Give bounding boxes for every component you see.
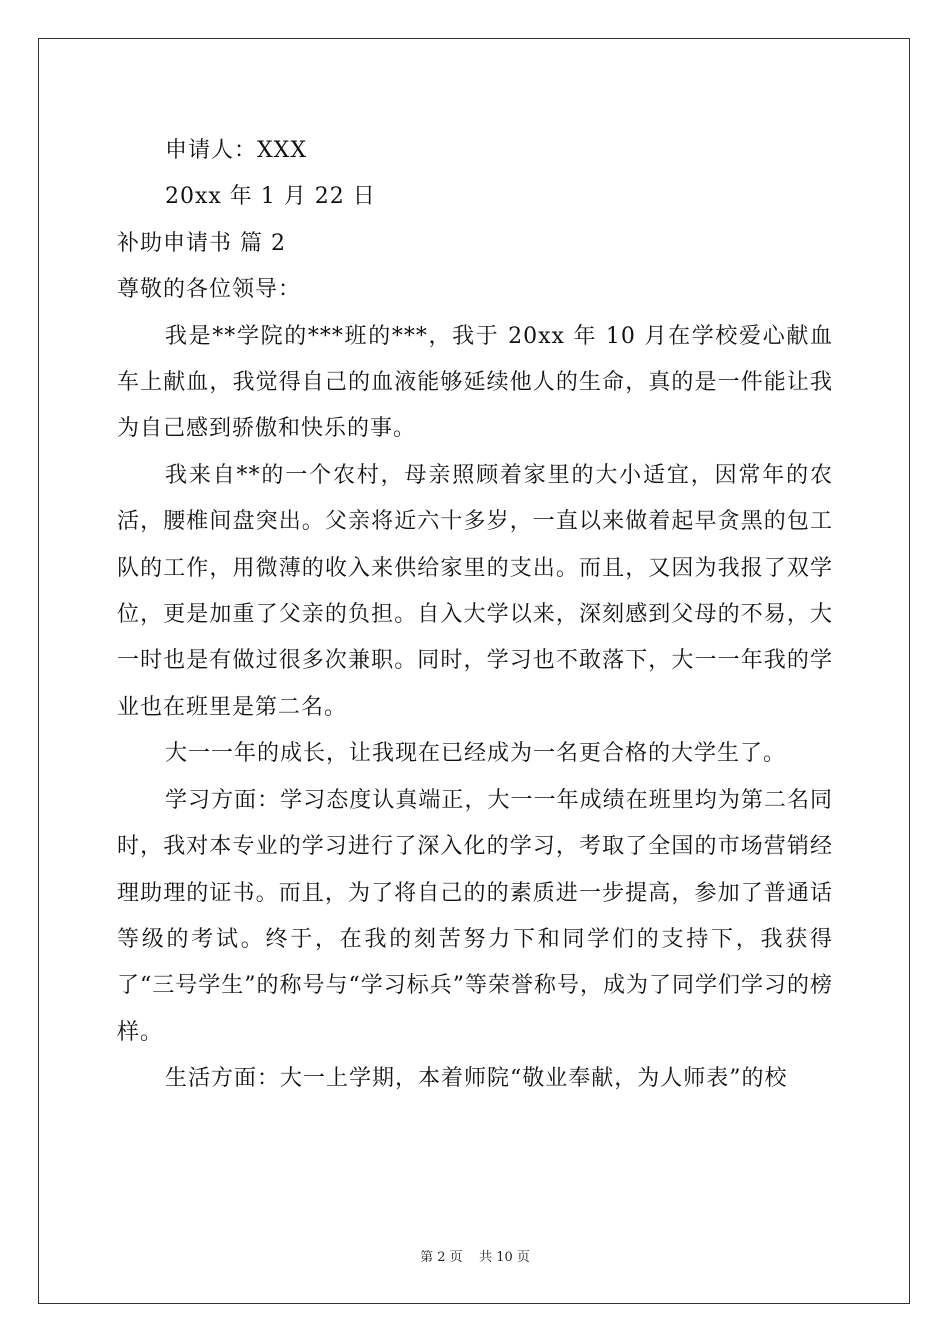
paragraph-blood-donation: 我是**学院的***班的***，我于 20xx 年 10 月在学校爱心献血车上献血，我觉得自己的血液能够延续他人的生命，真的是一件能让我为自己感到骄傲和快乐的事。 bbox=[117, 323, 833, 442]
page-footer: 第 2 页 共 10 页 bbox=[420, 1250, 530, 1265]
salutation: 尊敬的各位领导： bbox=[117, 277, 302, 303]
date-line: 20xx 年 1 月 22 日 bbox=[165, 184, 376, 210]
paragraph-growth: 大一一年的成长，让我现在已经成为一名更合格的大学生了。 bbox=[165, 741, 787, 767]
section-title: 补助申请书 篇 2 bbox=[117, 230, 286, 256]
paragraph-study: 学习方面：学习态度认真端正，大一一年成绩在班里均为第二名同时，我对本专业的学习进行了深入化的学习，考取了全国的市场营销经理助理的证书。而且，为了将自己的的素质进一步提高，参加了普通话等级的考试。终于，在我的刻苦努力下和同学们的支持下，我获得了“三号学生”的称号与“学习标兵”等荣誉称号，成为了同学们学习的榜样。 bbox=[117, 787, 833, 1045]
document-body bbox=[117, 128, 833, 1103]
paragraph-life: 生活方面：大一上学期，本着师院“敬业奉献，为人师表”的校 bbox=[165, 1066, 788, 1092]
applicant-line: 申请人：XXX bbox=[165, 138, 307, 163]
paragraph-family-background: 我来自**的一个农村，母亲照顾着家里的大小适宜，因常年的农活，腰椎间盘突出。父亲将近六十多岁，一直以来做着起早贪黑的包工队的工作，用微薄的收入来供给家里的支出。而且，又因为我报了双学位，更是加重了父亲的负担。自入大学以来，深刻感到父母的不易，大一时也是有做过很多次兼职。同时，学习也不敢落下，大一一年我的学业也在班里是第二名。 bbox=[117, 462, 833, 720]
